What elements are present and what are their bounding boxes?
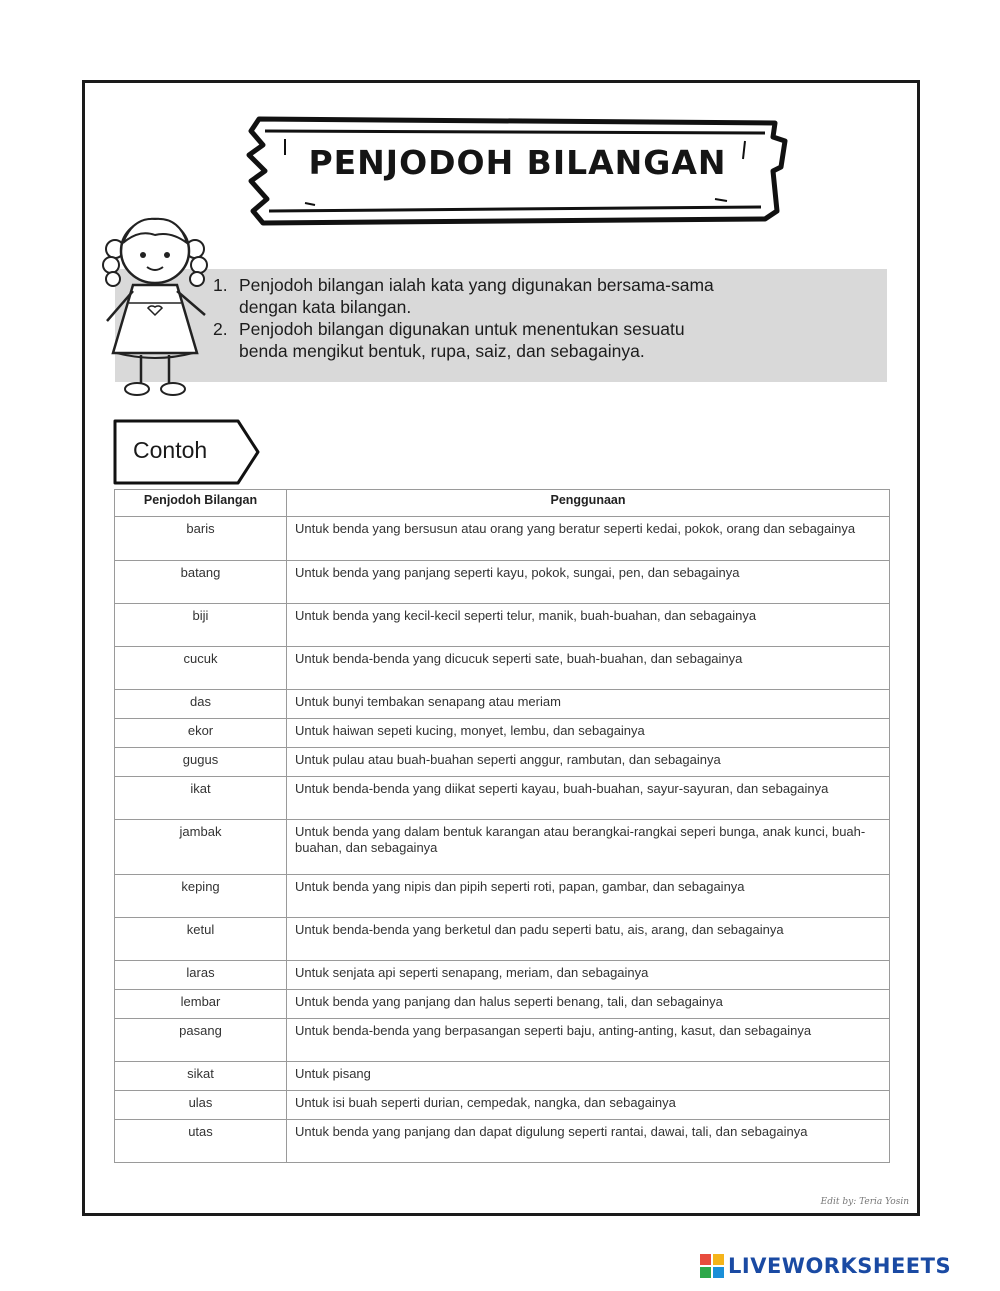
note-item (213, 274, 887, 318)
cell-penggunaan: Untuk haiwan sepeti kucing, monyet, lembu, dan sebagainya (287, 719, 890, 748)
cell-penjodoh: ketul (115, 918, 287, 961)
table-row (115, 1091, 890, 1120)
table-row (115, 719, 890, 748)
cell-penjodoh: baris (115, 517, 287, 561)
cell-penggunaan: Untuk benda yang nipis dan pipih seperti roti, papan, gambar, dan sebagainya (287, 875, 890, 918)
cell-penggunaan: Untuk benda yang panjang dan dapat digulung seperti rantai, dawai, tali, dan sebagainya (287, 1120, 890, 1163)
cell-penggunaan: Untuk benda-benda yang berpasangan seperti baju, anting-anting, kasut, dan sebagainya (287, 1019, 890, 1062)
cell-penggunaan: Untuk benda yang panjang dan halus seperti benang, tali, dan sebagainya (287, 990, 890, 1019)
cell-penjodoh: batang (115, 561, 287, 604)
page-title: PENJODOH BILANGAN (308, 143, 727, 182)
note-number: 2. (213, 319, 228, 339)
table-row (115, 1120, 890, 1163)
cell-penjodoh: ikat (115, 777, 287, 820)
note-text-line: Penjodoh bilangan ialah kata yang digunakan bersama-sama (239, 275, 714, 295)
cell-penjodoh: ekor (115, 719, 287, 748)
cell-penggunaan: Untuk benda yang panjang seperti kayu, pokok, sungai, pen, dan sebagainya (287, 561, 890, 604)
cell-penggunaan: Untuk pisang (287, 1062, 890, 1091)
note-number: 1. (213, 275, 228, 295)
table-row (115, 1019, 890, 1062)
cell-penggunaan: Untuk bunyi tembakan senapang atau meriam (287, 690, 890, 719)
penjodoh-table (114, 489, 890, 1163)
table-row (115, 918, 890, 961)
cell-penggunaan: Untuk isi buah seperti durian, cempedak, nangka, dan sebagainya (287, 1091, 890, 1120)
table-row (115, 690, 890, 719)
notes-list (213, 274, 887, 362)
note-text-line: dengan kata bilangan. (239, 297, 412, 317)
cell-penggunaan: Untuk benda-benda yang diikat seperti kayau, buah-buahan, sayur-sayuran, dan sebagainya (287, 777, 890, 820)
table-row (115, 777, 890, 820)
worksheet-page (82, 80, 920, 1216)
liveworksheets-mark-icon (700, 1254, 724, 1278)
column-header-penjodoh: Penjodoh Bilangan (115, 490, 287, 517)
note-text-line: Penjodoh bilangan digunakan untuk menentukan sesuatu (239, 319, 685, 339)
cell-penjodoh: pasang (115, 1019, 287, 1062)
cell-penjodoh: lembar (115, 990, 287, 1019)
table-row (115, 961, 890, 990)
girl-illustration-icon (93, 203, 223, 403)
cell-penjodoh: jambak (115, 820, 287, 875)
title-sign (245, 111, 790, 233)
cell-penggunaan: Untuk senjata api seperti senapang, meriam, dan sebagainya (287, 961, 890, 990)
cell-penggunaan: Untuk benda yang bersusun atau orang yang beratur seperti kedai, pokok, orang dan sebagainya (287, 517, 890, 561)
logo-text: LIVEWORKSHEETS (728, 1254, 952, 1278)
cell-penggunaan: Untuk benda yang kecil-kecil seperti telur, manik, buah-buahan, dan sebagainya (287, 604, 890, 647)
column-header-penggunaan: Penggunaan (287, 490, 890, 517)
cell-penjodoh: biji (115, 604, 287, 647)
cell-penggunaan: Untuk pulau atau buah-buahan seperti anggur, rambutan, dan sebagainya (287, 748, 890, 777)
table-row (115, 647, 890, 690)
table-row (115, 990, 890, 1019)
note-item (213, 318, 887, 362)
note-text-line: benda mengikut bentuk, rupa, saiz, dan sebagainya. (239, 341, 645, 361)
table-row (115, 561, 890, 604)
table-row (115, 748, 890, 777)
cell-penjodoh: cucuk (115, 647, 287, 690)
table-header-row (115, 490, 890, 517)
credit-signature: Edit by: Teria Yosin (820, 1197, 909, 1207)
cell-penjodoh: laras (115, 961, 287, 990)
cell-penjodoh: das (115, 690, 287, 719)
table-body (115, 517, 890, 1163)
notes-box (115, 269, 887, 382)
cell-penjodoh: utas (115, 1120, 287, 1163)
cell-penggunaan: Untuk benda yang dalam bentuk karangan atau berangkai-rangkai seperi bunga, anak kunci, buah-buahan, dan sebagainya (287, 820, 890, 875)
table-row (115, 517, 890, 561)
cell-penggunaan: Untuk benda-benda yang berketul dan padu seperti batu, ais, arang, dan sebagainya (287, 918, 890, 961)
example-label: Contoh (133, 437, 208, 463)
table-row (115, 1062, 890, 1091)
cell-penjodoh: keping (115, 875, 287, 918)
table-row (115, 875, 890, 918)
cell-penjodoh: gugus (115, 748, 287, 777)
liveworksheets-logo[interactable] (700, 1252, 951, 1280)
cell-penjodoh: ulas (115, 1091, 287, 1120)
cell-penggunaan: Untuk benda-benda yang dicucuk seperti sate, buah-buahan, dan sebagainya (287, 647, 890, 690)
table-row (115, 604, 890, 647)
table-row (115, 820, 890, 875)
cell-penjodoh: sikat (115, 1062, 287, 1091)
